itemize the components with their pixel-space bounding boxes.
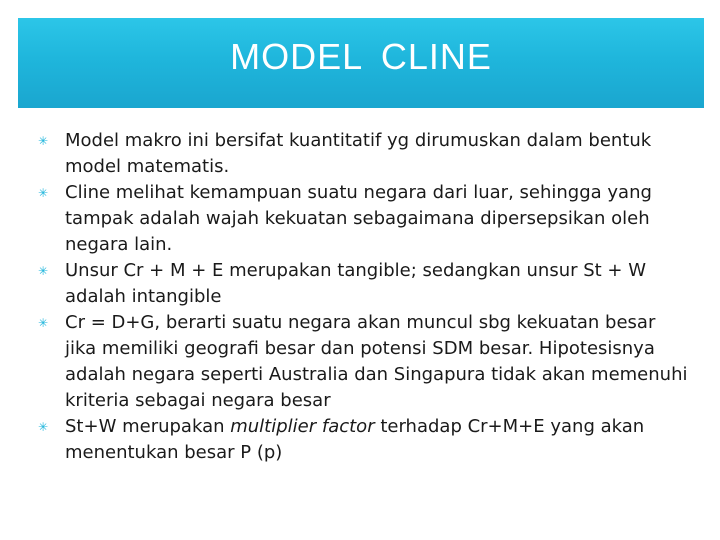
asterisk-icon: ✳ <box>38 134 49 148</box>
bullet-item <box>38 310 688 414</box>
slide-content <box>38 128 688 466</box>
bullet-text: Model makro ini bersifat kuantitatif yg dirumuskan dalam bentuk model matematis. <box>65 130 652 177</box>
bullet-text: Unsur Cr + M + E merupakan tangible; sedangkan unsur St + W adalah intangible <box>65 260 647 307</box>
bullet-text-pre: St+W merupakan <box>65 416 231 437</box>
bullet-text: Cline melihat kemampuan suatu negara dari luar, sehingga yang tampak adalah wajah kekuatan sebagaimana dipersepsikan oleh negara lain. <box>65 182 652 255</box>
bullet-text: Cr = D+G, berarti suatu negara akan muncul sbg kekuatan besar jika memiliki geografi besar dan potensi SDM besar. Hipotesisnya adalah negara seperti Australia dan Singapura tidak akan memenuhi kriteria sebagai negara besar <box>65 312 688 411</box>
bullet-text-emphasis: multiplier factor <box>230 416 375 437</box>
asterisk-icon: ✳ <box>38 264 49 278</box>
bullet-list <box>38 128 688 466</box>
bullet-text-post: terhadap Cr+M+E yang akan menentukan besar P (p) <box>65 416 645 463</box>
bullet-item <box>38 414 688 466</box>
slide-title: MODEL CLINE <box>230 36 492 77</box>
bullet-item <box>38 258 688 310</box>
asterisk-icon: ✳ <box>38 186 49 200</box>
bullet-item <box>38 180 688 258</box>
title-banner <box>18 18 704 108</box>
asterisk-icon: ✳ <box>38 316 49 330</box>
bullet-item <box>38 128 688 180</box>
asterisk-icon: ✳ <box>38 420 49 434</box>
